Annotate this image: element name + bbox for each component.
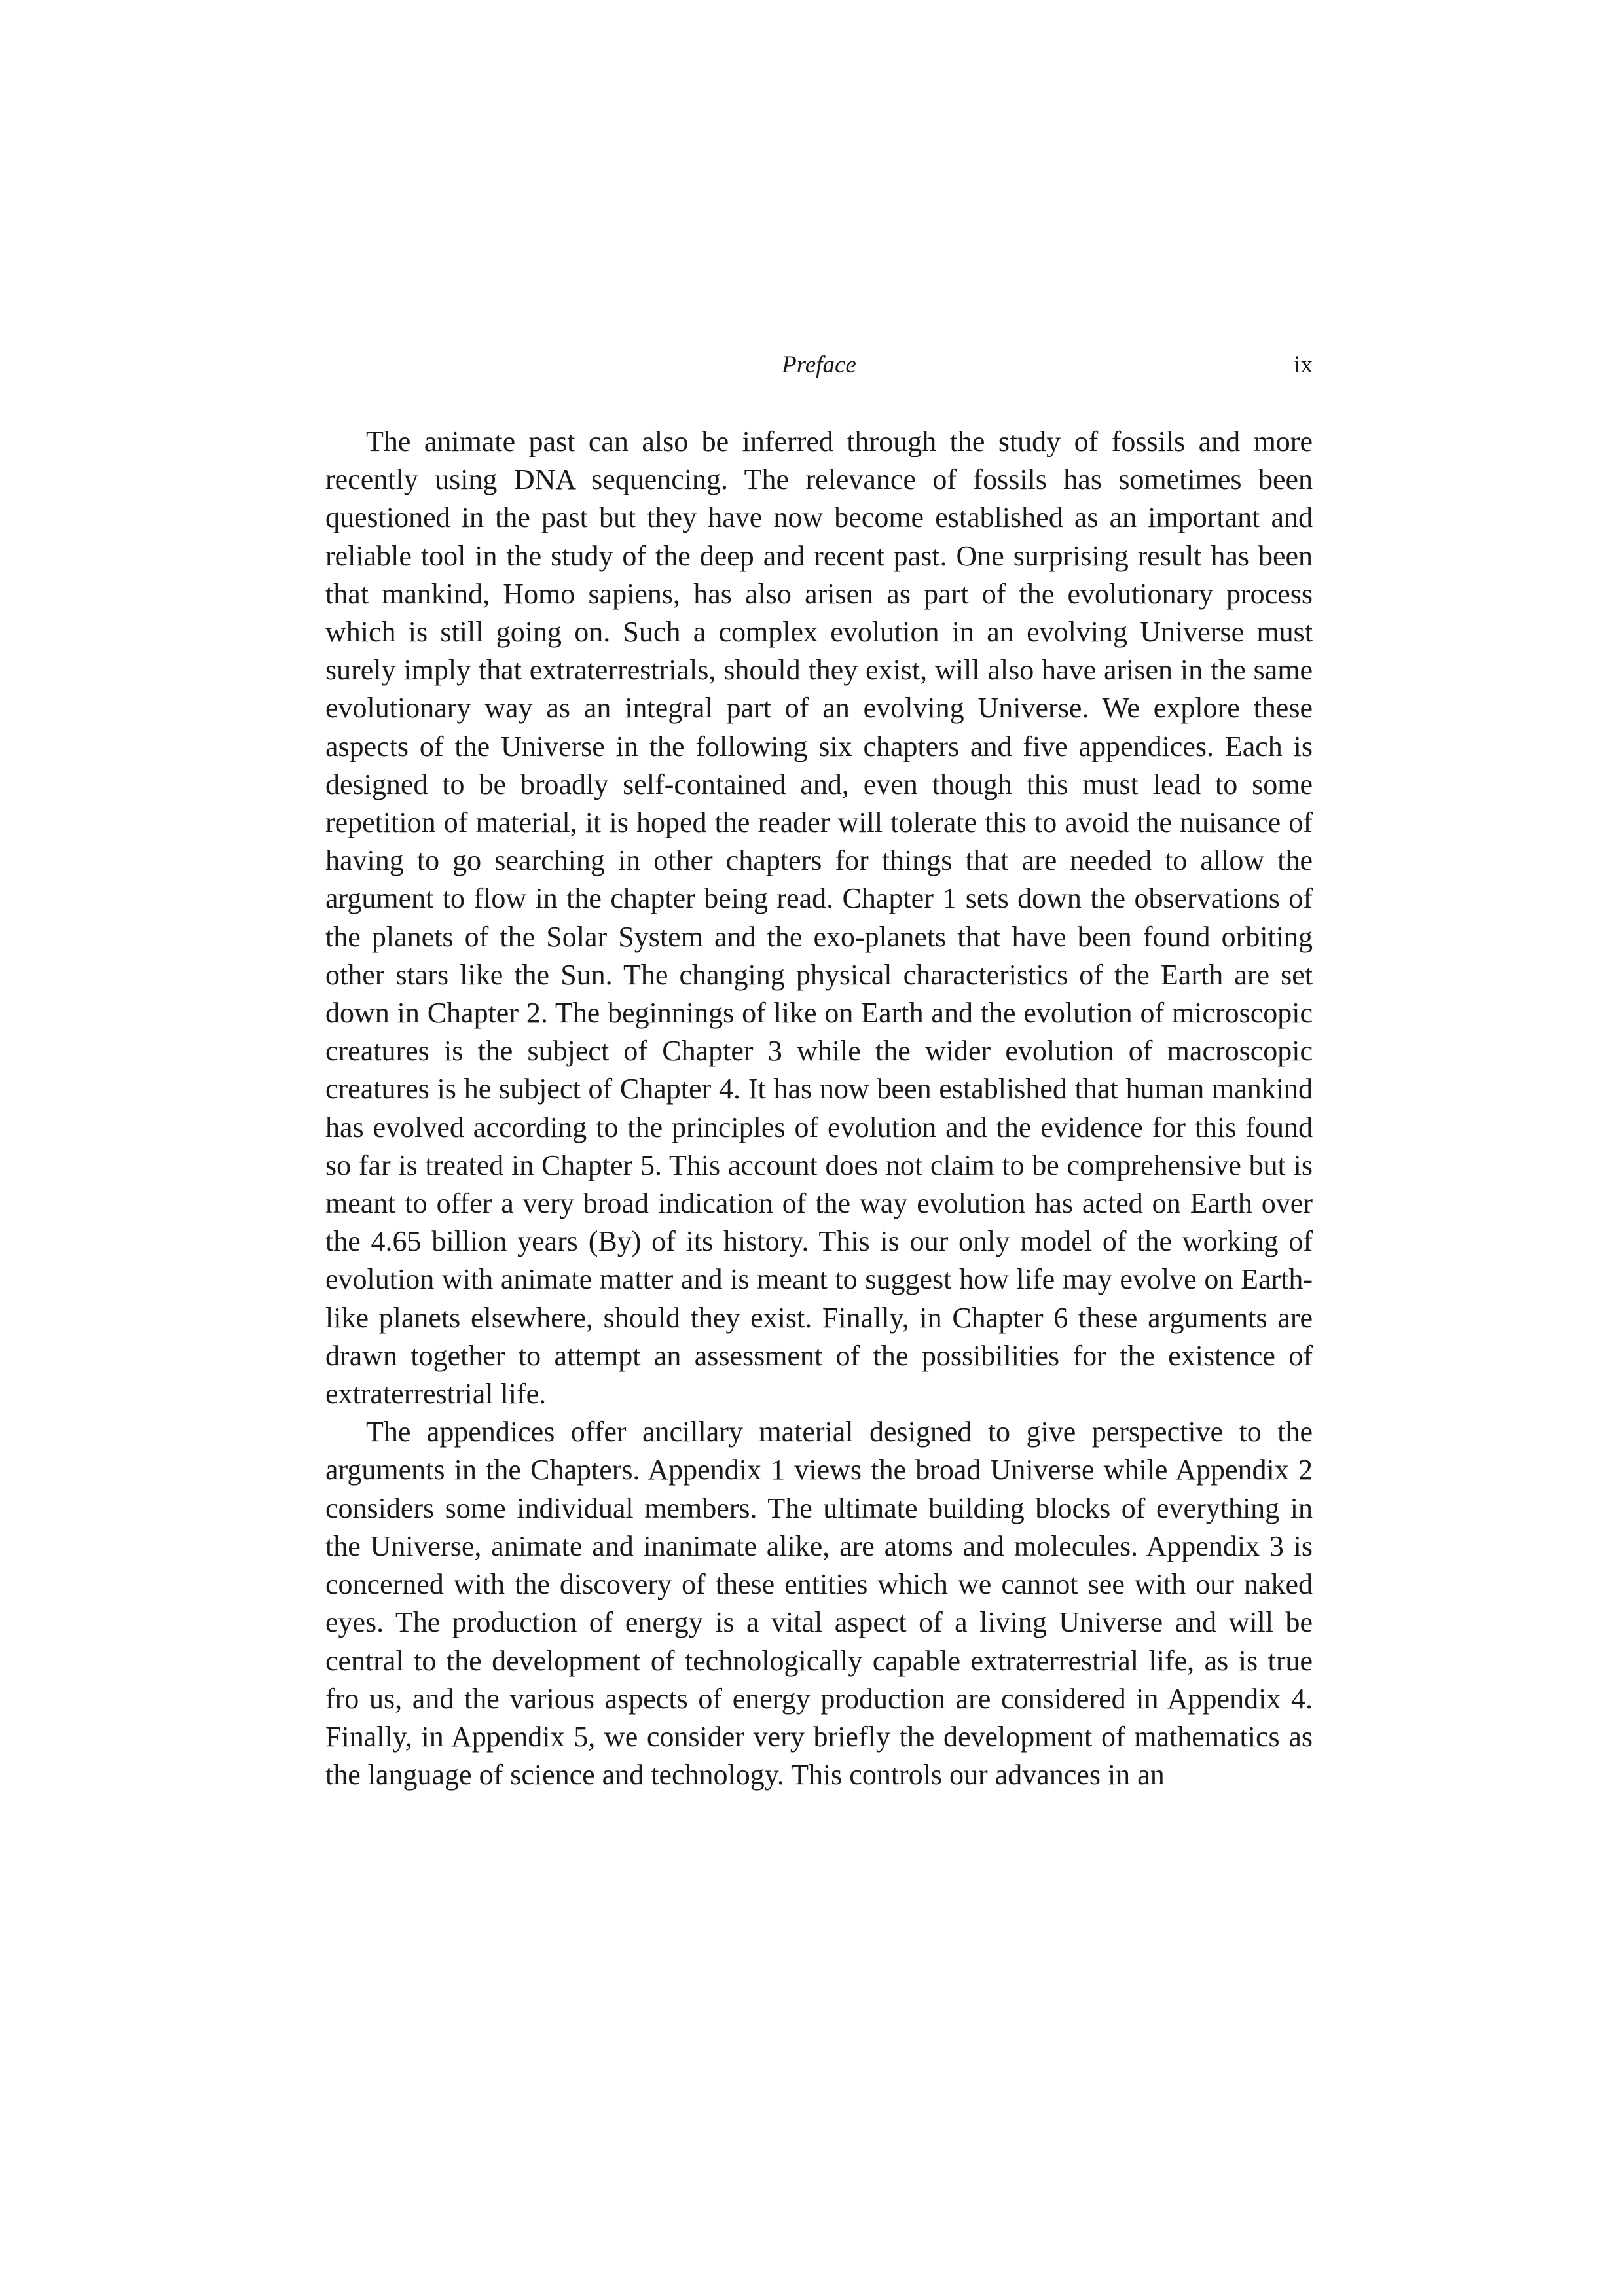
paragraph: The animate past can also be inferred through the study of fossils and more recently using DNA sequencing. The relevance of fossils has sometimes been questioned in the past but they have now become established as an important and reliable tool in the study of the deep and recent past. One surprising result has been that mankind, Homo sapiens, has also arisen as part of the evolutionary process which is still going on. Such a complex evolution in an evolving Universe must surely imply that extraterrestrials, should they exist, will also have arisen in the same evolutionary way as an integral part of an evolving Universe. We explore these aspects of the Universe in the following six chapters and five appendices. Each is designed to be broadly self-contained and, even though this must lead to some repetition of material, it is hoped the reader will tolerate this to avoid the nuisance of having to go searching in other chapters for things that are needed to allow the argument to flow in the chapter being read. Chapter 1 sets down the observations of the planets of the Solar System and the exo-planets that have been found orbiting other stars like the Sun. The changing physical characteristics of the Earth are set down in Chapter 2. The beginnings of like on Earth and the evolution of microscopic creatures is the subject of Chapter 3 while the wider evolution of macroscopic creatures is he subject of Chapter 4. It has now been established that human mankind has evolved according to the principles of evolution and the evidence for this found so far is treated in Chapter 5. This account does not claim to be comprehensive but is meant to offer a very broad indication of the way evolution has acted on Earth over the 4.65 billion years (By) of its history. This is our only model of the working of evolution with animate matter and is meant to suggest how life may evolve on Earth-like planets elsewhere, should they exist. Finally, in Chapter 6 these arguments are drawn together to attempt an assessment of the possibilities for the existence of extraterrestrial life. [325,425,1313,1410]
running-title: Preface [782,351,856,378]
page-number: ix [1294,351,1313,378]
body-text [325,423,1313,1794]
paragraph: The appendices offer ancillary material designed to give perspective to the arguments in the Chapters. Appendix 1 views the broad Universe while Appendix 2 considers some individual members. The ultimate building blocks of everything in the Universe, animate and inanimate alike, are atoms and molecules. Appendix 3 is concerned with the discovery of these entities which we cannot see with our naked eyes. The production of energy is a vital aspect of a living Universe and will be central to the development of technologically capable extraterrestrial life, as is true fro us, and the various aspects of energy production are considered in Appendix 4. Finally, in Appendix 5, we consider very briefly the development of mathematics as the language of science and technology. This controls our advances in an [325,1416,1313,1791]
running-header [325,351,1313,384]
